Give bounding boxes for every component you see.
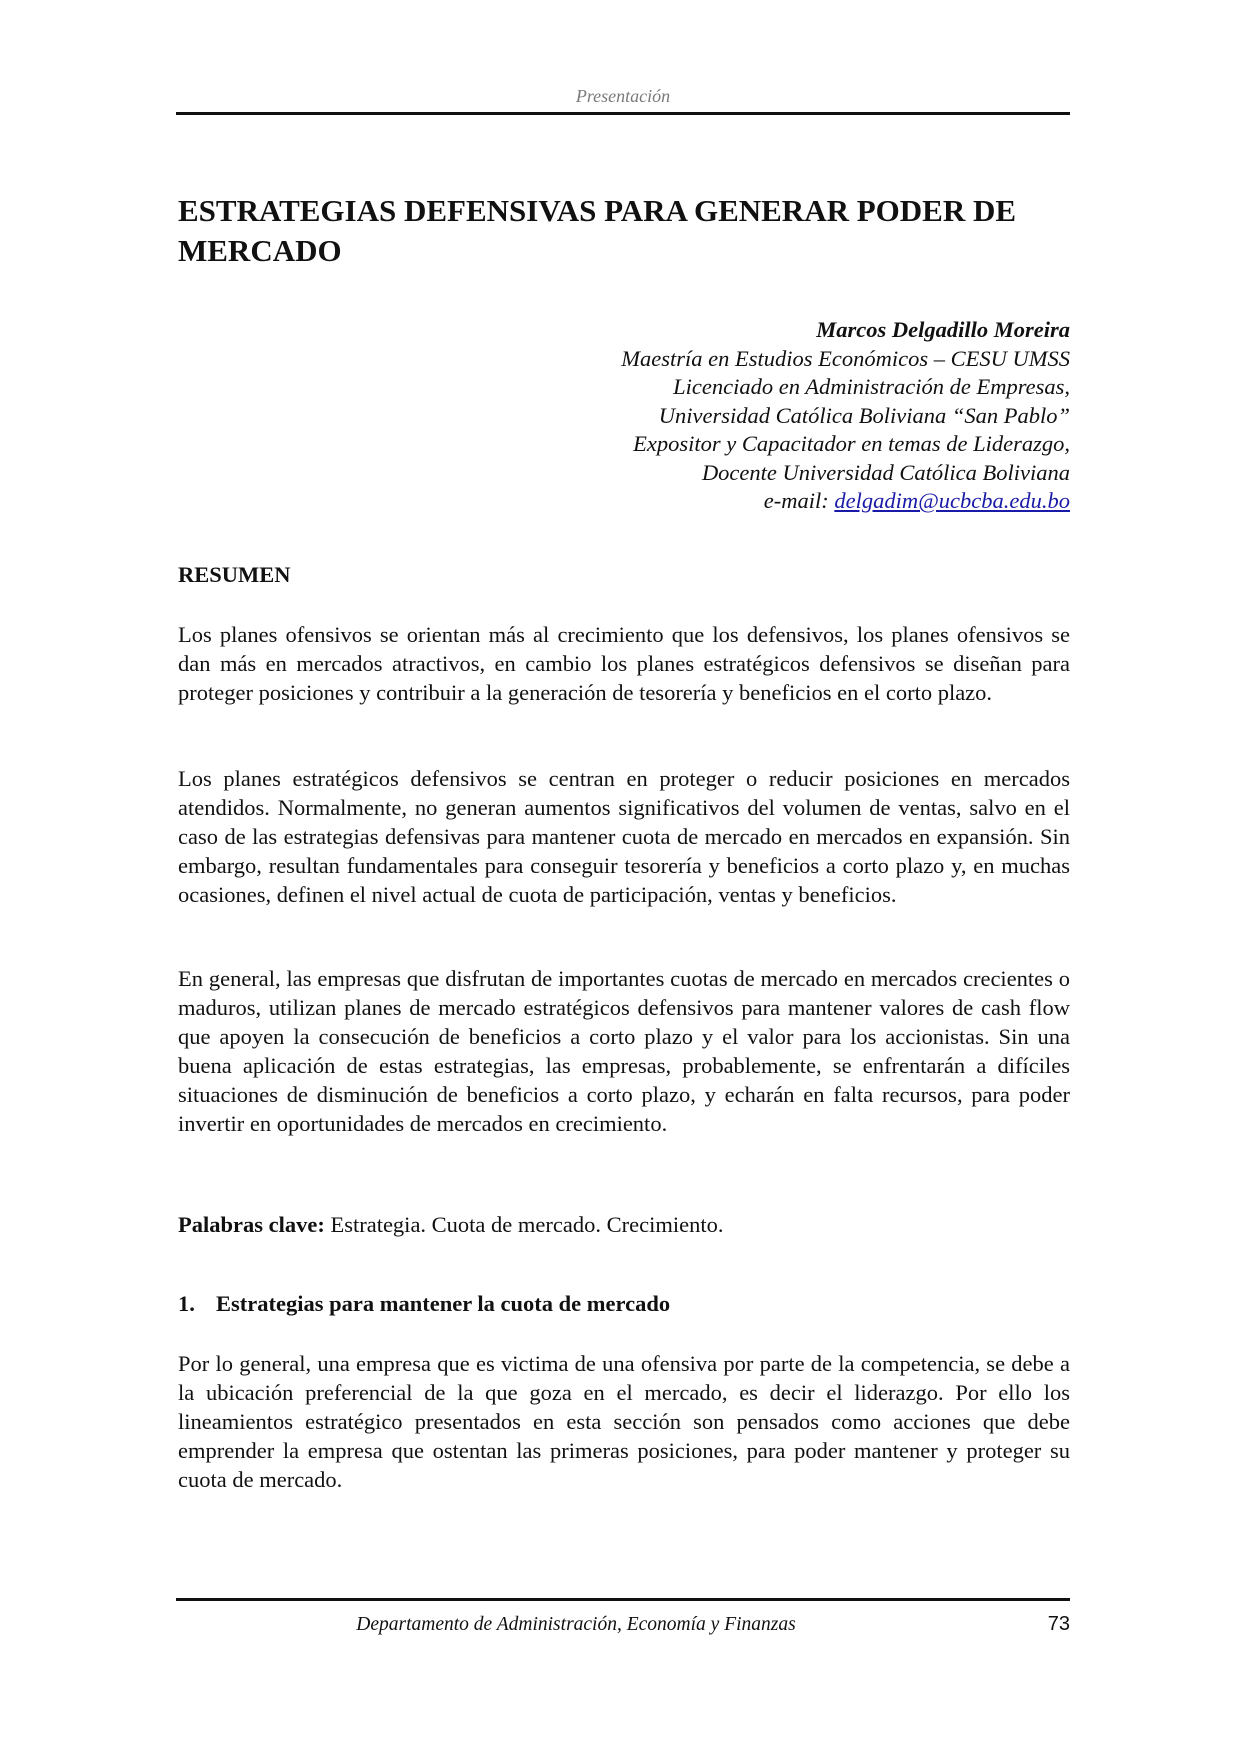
email-label: e-mail: [763, 488, 829, 513]
email-link[interactable]: delgadim@ucbcba.edu.bo [834, 488, 1070, 513]
author-block [480, 316, 1070, 516]
author-email-line [480, 487, 1070, 516]
running-header: Presentación [575, 86, 671, 106]
abstract-heading: RESUMEN [178, 562, 291, 587]
author-affiliation-4: Expositor y Capacitador en temas de Liderazgo, [633, 431, 1070, 456]
page-number: 73 [1047, 1613, 1070, 1635]
footer-rule [176, 1598, 1070, 1601]
keywords-text: Estrategia. Cuota de mercado. Crecimiento. [330, 1212, 724, 1237]
section-1-heading [178, 1291, 670, 1317]
keywords-label: Palabras clave: [178, 1212, 325, 1237]
author-affiliation-3: Universidad Católica Boliviana “San Pablo” [658, 402, 1070, 428]
author-affiliation-5: Docente Universidad Católica Boliviana [701, 459, 1070, 485]
author-name: Marcos Delgadillo Moreira [816, 317, 1070, 342]
article-title: ESTRATEGIAS DEFENSIVAS PARA GENERAR PODER DE MERCADO [178, 193, 1017, 268]
abstract-paragraph-2: Los planes estratégicos defensivos se centran en proteger o reducir posiciones en mercados atendidos. Normalmente, no generan aumentos significativos del volumen de ventas, salvo en el caso de las estrategias defensivas para mantener cuota de mercado en mercados en expansión. Sin embargo, resultan fundamentales para conseguir tesorería y beneficios a corto plazo y, en muchas ocasiones, definen el nivel actual de cuota de participación, ventas y beneficios. [178, 766, 1070, 907]
abstract-paragraph-3: En general, las empresas que disfrutan de importantes cuotas de mercado en mercados crecientes o maduros, utilizan planes de mercado estratégicos defensivos para mantener valores de cash flow que apoyen la consecución de beneficios a corto plazo y el valor para los accionistas. Sin una buena aplicación de estas estrategias, las empresas, probablemente, se enfrentarán a difíciles situaciones de disminución de beneficios a corto plazo, y echarán en falta recursos, para poder invertir en oportunidades de mercados en crecimiento. [178, 966, 1070, 1136]
section-number: 1. [178, 1291, 195, 1316]
section-title: Estrategias para mantener la cuota de mercado [216, 1291, 671, 1316]
header-rule [176, 112, 1070, 115]
author-affiliation-2: Licenciado en Administración de Empresas, [673, 374, 1070, 399]
section-1-paragraph: Por lo general, una empresa que es victima de una ofensiva por parte de la competencia, se debe a la ubicación preferencial de la que goza en el mercado, es decir el liderazgo. Por ello los lineamientos estratégico presentados en esta sección son pensados como acciones que debe emprender la empresa que ostentan las primeras posiciones, para poder mantener y proteger su cuota de mercado. [178, 1351, 1070, 1492]
keywords-line [178, 1212, 723, 1238]
author-affiliation-1: Maestría en Estudios Económicos – CESU UMSS [621, 345, 1070, 371]
abstract-paragraph-1: Los planes ofensivos se orientan más al crecimiento que los defensivos, los planes ofensivos se dan más en mercados atractivos, en cambio los planes estratégicos defensivos se diseñan para proteger posiciones y contribuir a la generación de tesorería y beneficios en el corto plazo. [178, 622, 1070, 705]
footer-department: Departamento de Administración, Economía y Finanzas [356, 1614, 796, 1635]
